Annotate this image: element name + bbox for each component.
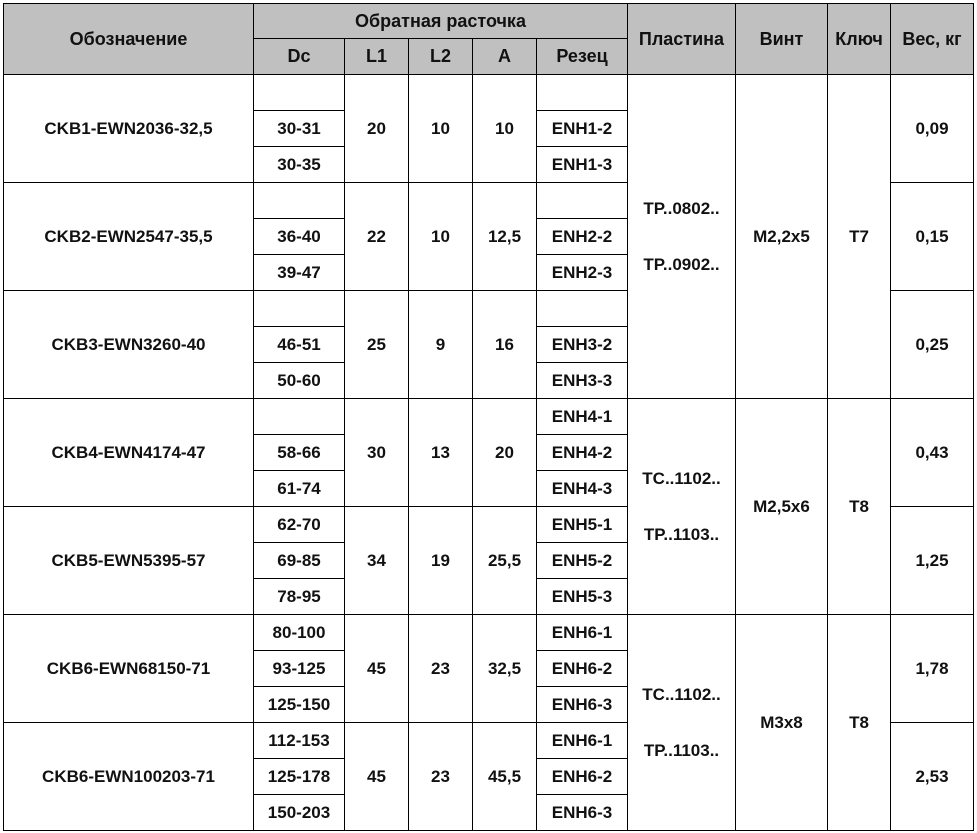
insert-cell [628, 75, 736, 399]
l2-cell: 10 [409, 75, 473, 183]
dc-cell: 69-85 [254, 543, 345, 579]
header-key: Ключ [828, 4, 891, 75]
key-cell: T8 [828, 615, 891, 831]
l2-cell: 13 [409, 399, 473, 507]
l2-cell: 23 [409, 723, 473, 831]
dc-cell: 50-60 [254, 363, 345, 399]
cutter-cell [537, 291, 628, 327]
key-cell: T8 [828, 399, 891, 615]
dc-cell: 78-95 [254, 579, 345, 615]
cutter-cell: ENH2-3 [537, 255, 628, 291]
a-cell: 10 [473, 75, 537, 183]
header-l2: L2 [409, 39, 473, 75]
designation-cell: CKB5-EWN5395-57 [4, 507, 254, 615]
cutter-cell: ENH6-2 [537, 759, 628, 795]
a-cell: 32,5 [473, 615, 537, 723]
l2-cell: 10 [409, 183, 473, 291]
header-designation: Обозначение [4, 4, 254, 75]
dc-cell: 58-66 [254, 435, 345, 471]
table-row [4, 75, 974, 111]
weight-cell: 1,25 [891, 507, 974, 615]
cutter-cell: ENH3-3 [537, 363, 628, 399]
a-cell: 12,5 [473, 183, 537, 291]
header-weight: Вес, кг [891, 4, 974, 75]
cutter-cell: ENH1-3 [537, 147, 628, 183]
weight-cell: 0,15 [891, 183, 974, 291]
header-cutter: Резец [537, 39, 628, 75]
cutter-cell: ENH3-2 [537, 327, 628, 363]
cutter-cell: ENH4-2 [537, 435, 628, 471]
designation-cell: CKB6-EWN100203-71 [4, 723, 254, 831]
dc-cell: 125-150 [254, 687, 345, 723]
l2-cell: 19 [409, 507, 473, 615]
insert-cell [628, 399, 736, 615]
header-dc: Dc [254, 39, 345, 75]
cutter-cell: ENH4-3 [537, 471, 628, 507]
dc-cell: 39-47 [254, 255, 345, 291]
dc-cell: 61-74 [254, 471, 345, 507]
a-cell: 20 [473, 399, 537, 507]
l2-cell: 9 [409, 291, 473, 399]
designation-cell: CKB1-EWN2036-32,5 [4, 75, 254, 183]
table-row [4, 399, 974, 435]
dc-cell [254, 291, 345, 327]
insert-cell [628, 615, 736, 831]
l1-cell: 30 [345, 399, 409, 507]
l2-cell: 23 [409, 615, 473, 723]
screw-cell: M2,5x6 [736, 399, 828, 615]
header-back-boring: Обратная расточка [254, 4, 628, 39]
weight-cell: 0,09 [891, 75, 974, 183]
dc-cell: 150-203 [254, 795, 345, 831]
designation-cell: CKB3-EWN3260-40 [4, 291, 254, 399]
cutter-cell: ENH5-1 [537, 507, 628, 543]
spec-table [3, 3, 974, 831]
cutter-cell: ENH6-1 [537, 723, 628, 759]
header-insert: Пластина [628, 4, 736, 75]
header-screw: Винт [736, 4, 828, 75]
header-l1: L1 [345, 39, 409, 75]
key-cell: T7 [828, 75, 891, 399]
weight-cell: 1,78 [891, 615, 974, 723]
l1-cell: 22 [345, 183, 409, 291]
a-cell: 25,5 [473, 507, 537, 615]
dc-cell: 93-125 [254, 651, 345, 687]
dc-cell: 36-40 [254, 219, 345, 255]
dc-cell: 62-70 [254, 507, 345, 543]
cutter-cell: ENH1-2 [537, 111, 628, 147]
insert-line: TP..1103.. [643, 524, 720, 544]
insert-line: TP..1103.. [643, 740, 720, 760]
cutter-cell: ENH5-3 [537, 579, 628, 615]
dc-cell: 30-35 [254, 147, 345, 183]
screw-cell: M3x8 [736, 615, 828, 831]
l1-cell: 25 [345, 291, 409, 399]
insert-line: TP..0902.. [643, 254, 720, 274]
cutter-cell: ENH6-3 [537, 795, 628, 831]
cutter-cell: ENH2-2 [537, 219, 628, 255]
cutter-cell: ENH6-2 [537, 651, 628, 687]
designation-cell: CKB6-EWN68150-71 [4, 615, 254, 723]
l1-cell: 45 [345, 615, 409, 723]
designation-cell: CKB4-EWN4174-47 [4, 399, 254, 507]
dc-cell [254, 399, 345, 435]
dc-cell: 46-51 [254, 327, 345, 363]
l1-cell: 20 [345, 75, 409, 183]
dc-cell [254, 183, 345, 219]
table-row [4, 615, 974, 651]
dc-cell: 30-31 [254, 111, 345, 147]
weight-cell: 2,53 [891, 723, 974, 831]
insert-line: TC..1102.. [642, 684, 721, 704]
l1-cell: 45 [345, 723, 409, 831]
cutter-cell: ENH6-1 [537, 615, 628, 651]
cutter-cell [537, 183, 628, 219]
dc-cell: 112-153 [254, 723, 345, 759]
weight-cell: 0,43 [891, 399, 974, 507]
cutter-cell: ENH4-1 [537, 399, 628, 435]
weight-cell: 0,25 [891, 291, 974, 399]
l1-cell: 34 [345, 507, 409, 615]
cutter-cell [537, 75, 628, 111]
dc-cell: 80-100 [254, 615, 345, 651]
a-cell: 16 [473, 291, 537, 399]
cutter-cell: ENH5-2 [537, 543, 628, 579]
dc-cell [254, 75, 345, 111]
header-a: A [473, 39, 537, 75]
insert-line: TP..0802.. [643, 198, 720, 218]
insert-line: TC..1102.. [642, 468, 721, 488]
cutter-cell: ENH6-3 [537, 687, 628, 723]
screw-cell: M2,2x5 [736, 75, 828, 399]
a-cell: 45,5 [473, 723, 537, 831]
designation-cell: CKB2-EWN2547-35,5 [4, 183, 254, 291]
dc-cell: 125-178 [254, 759, 345, 795]
